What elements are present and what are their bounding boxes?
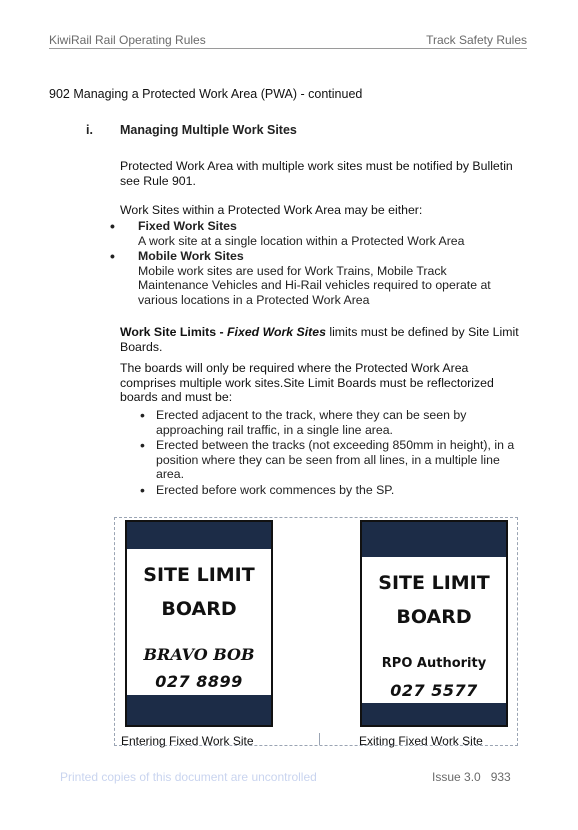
header-divider <box>49 48 527 49</box>
issue-number: Issue 3.0 <box>432 770 481 784</box>
header-doc-title: KiwiRail Rail Operating Rules <box>49 33 206 47</box>
entering-board-caption: Entering Fixed Work Site <box>121 734 254 748</box>
subsection-heading: Managing Multiple Work Sites <box>120 123 297 137</box>
board-name: RPO Authority <box>381 656 487 671</box>
board-phone-number: 027 8899 <box>155 672 243 691</box>
section-heading: 902 Managing a Protected Work Area (PWA) - continued <box>49 87 363 101</box>
board-top-band <box>362 522 506 557</box>
list-item <box>108 219 518 248</box>
page-number: 933 <box>490 770 511 784</box>
subsection-number: i. <box>86 123 93 137</box>
board-phone-number: 027 5577 <box>390 681 478 700</box>
intro-paragraph: Protected Work Area with multiple work sites must be notified by Bulletin see Rule 901. <box>120 159 513 188</box>
site-limit-boards-figure <box>114 517 518 746</box>
work-site-type-name: • Mobile Work Sites <box>138 249 244 263</box>
site-limits-lead: Work Site Limits - <box>120 325 228 339</box>
board-bottom-band <box>127 695 271 725</box>
list-item: • Erected adjacent to the track, where they can be seen by approaching rail traffic, in a single line area. <box>137 408 517 437</box>
site-limits-emphasis: Fixed Work Sites <box>227 325 326 339</box>
entering-site-limit-board <box>125 520 273 727</box>
work-site-types-list <box>108 219 518 307</box>
work-site-type-description: Mobile work sites are used for Work Trains, Mobile Track Maintenance Vehicles and Hi-Rail vehicles required to operate at various locations in a Protected Work Area <box>138 263 491 307</box>
board-name: BRAVO BOB <box>143 645 255 664</box>
board-bottom-band <box>362 703 506 725</box>
list-item: • Erected before work commences by the SP. <box>137 483 517 498</box>
board-title-line2: BOARD <box>396 606 472 628</box>
list-item <box>108 249 518 307</box>
board-rules-list <box>137 408 517 498</box>
work-site-type-name: • Fixed Work Sites <box>138 219 237 233</box>
exiting-board-caption: Exiting Fixed Work Site <box>359 734 483 748</box>
list-item: • Erected between the tracks (not exceeding 850mm in height), in a position where they can be seen from all lines, in a multiple line area. <box>137 438 517 482</box>
header-section-title: Track Safety Rules <box>426 33 527 47</box>
work-site-types-lead: Work Sites within a Protected Work Area may be either: <box>120 203 423 217</box>
uncontrolled-copy-notice: Printed copies of this document are uncontrolled <box>60 770 317 784</box>
exiting-site-limit-board <box>360 520 508 727</box>
board-title-line2: BOARD <box>161 598 237 620</box>
boards-requirement-paragraph: The boards will only be required where the Protected Work Area comprises multiple work sites.Site Limit Boards must be reflectorized boards and must be: <box>120 361 494 404</box>
board-title-line1: SITE LIMIT <box>378 572 490 594</box>
page-footer-info <box>432 770 511 784</box>
board-title-line1: SITE LIMIT <box>143 564 255 586</box>
site-limits-rest: limits must be defined by Site Limit Boards. <box>120 325 519 354</box>
board-top-band <box>127 522 271 549</box>
site-limits-paragraph <box>120 325 520 354</box>
work-site-type-description: A work site at a single location within a Protected Work Area <box>138 233 465 248</box>
caption-divider <box>319 733 320 745</box>
